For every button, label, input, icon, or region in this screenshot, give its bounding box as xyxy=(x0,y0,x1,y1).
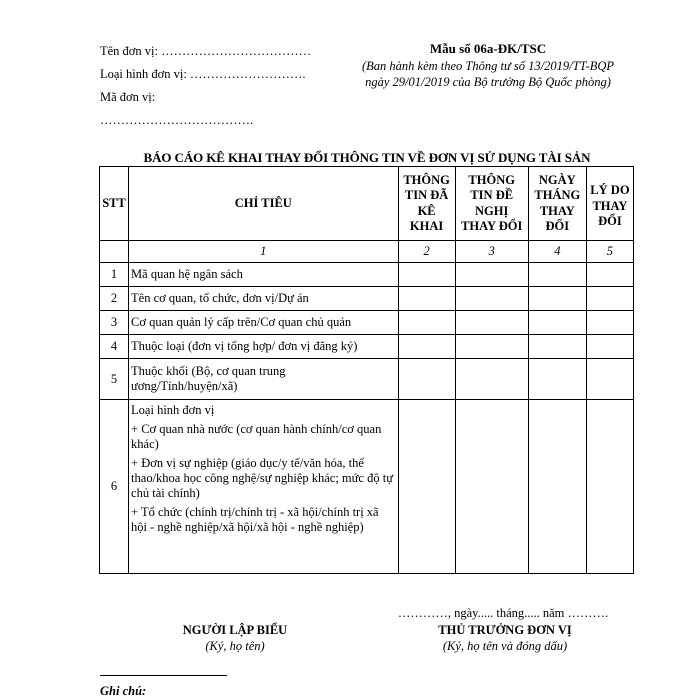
notes-label: Ghi chú: xyxy=(100,684,147,698)
cell-reason xyxy=(586,287,633,311)
table-row xyxy=(100,400,634,574)
row-criteria xyxy=(129,400,399,574)
row-criteria-line-1: Thuộc khối (Bộ, cơ quan trung xyxy=(131,364,286,378)
cell-date xyxy=(528,263,586,287)
cell-reason xyxy=(586,311,633,335)
table-row xyxy=(100,311,634,335)
head-title: THỦ TRƯỞNG ĐƠN VỊ xyxy=(438,623,572,637)
header-proposed-l1: THÔNG xyxy=(468,172,515,187)
header-proposed-l4: THAY ĐỔI xyxy=(461,219,523,233)
report-title: BÁO CÁO KÊ KHAI THAY ĐỔI THÔNG TIN VỀ ĐƠN VỊ SỬ DỤNG TÀI SẢN xyxy=(143,150,591,165)
preparer-signature-block xyxy=(160,622,310,654)
unit-code-line: Mã đơn vị: xyxy=(100,90,156,104)
unit-info-block xyxy=(100,40,360,132)
header-date-l3: THAY xyxy=(539,203,575,218)
form-code: Mẫu số 06a-ĐK/TSC xyxy=(429,41,547,56)
row-stt: 6 xyxy=(100,400,129,574)
row-criteria-line-2: ương/Tỉnh/huyện/xã) xyxy=(131,379,238,393)
header-reason-l3: ĐỔI xyxy=(598,214,622,228)
head-note: (Ký, họ tên và đóng dấu) xyxy=(442,639,568,653)
table-row xyxy=(100,359,634,400)
table-row xyxy=(100,287,634,311)
row-criteria: Tên cơ quan, tổ chức, đơn vị/Dự án xyxy=(129,287,399,311)
cell-date xyxy=(528,335,586,359)
cell-declared xyxy=(398,287,455,311)
header-declared-l2: TIN ĐÃ xyxy=(404,188,449,202)
header-reason xyxy=(586,167,633,241)
unit-type-line: Loại hình đơn vị: ………………………. xyxy=(100,67,306,81)
row-stt: 5 xyxy=(100,359,129,400)
cell-reason xyxy=(586,335,633,359)
header-date-l4: ĐỔI xyxy=(545,219,570,233)
cell-date xyxy=(528,400,586,574)
issued-by-line-2: ngày 29/01/2019 của Bộ trưởng Bộ Quốc phòng) xyxy=(365,75,611,89)
index-cell-empty xyxy=(100,241,129,263)
footnote-divider xyxy=(100,675,227,676)
unit-name-line: Tên đơn vị: ……………………………… xyxy=(100,44,312,58)
row-stt: 3 xyxy=(100,311,129,335)
header-stt: STT xyxy=(100,167,129,241)
cell-declared xyxy=(398,359,455,400)
cell-proposed xyxy=(455,311,528,335)
header-date-l1: NGÀY xyxy=(538,172,576,187)
row6-item-4: + Tổ chức (chính trị/chính trị - xã hội/chính trị xã hội - nghề nghiệp/xã hội/xã hội - nghề nghiệp) xyxy=(131,505,379,534)
header-declared-l1: THÔNG xyxy=(403,172,450,187)
row6-item-2: + Cơ quan nhà nước (cơ quan hành chính/cơ quan khác) xyxy=(131,422,382,451)
index-cell-4: 4 xyxy=(528,241,586,263)
header-date xyxy=(528,167,586,241)
form-info-block xyxy=(338,40,638,90)
preparer-note: (Ký, họ tên) xyxy=(205,639,265,653)
date-line: …………, ngày..... tháng..... năm ………. xyxy=(397,606,609,620)
issued-by-line-1: (Ban hành kèm theo Thông tư số 13/2019/TT-BQP xyxy=(361,59,615,73)
table-row xyxy=(100,335,634,359)
header-reason-l2: THAY xyxy=(592,198,628,213)
row6-item-1: Loại hình đơn vị xyxy=(131,403,215,417)
index-cell-1: 1 xyxy=(129,241,399,263)
index-cell-2: 2 xyxy=(398,241,455,263)
cell-reason xyxy=(586,263,633,287)
header-proposed-l3: NGHỊ xyxy=(475,203,509,218)
cell-date xyxy=(528,287,586,311)
table-row xyxy=(100,263,634,287)
header-proposed xyxy=(455,167,528,241)
cell-declared xyxy=(398,335,455,359)
unit-code-dots: ………………………………. xyxy=(100,113,254,127)
cell-declared xyxy=(398,311,455,335)
cell-proposed xyxy=(455,359,528,400)
header-criteria: CHỈ TIÊU xyxy=(129,167,399,241)
cell-proposed xyxy=(455,335,528,359)
table-header-row xyxy=(100,167,634,241)
header-reason-l1: LÝ DO xyxy=(590,183,630,197)
cell-declared xyxy=(398,400,455,574)
cell-proposed xyxy=(455,287,528,311)
row-criteria: Mã quan hệ ngân sách xyxy=(129,263,399,287)
head-signature-block xyxy=(380,622,630,654)
cell-date xyxy=(528,359,586,400)
row-stt: 4 xyxy=(100,335,129,359)
row6-item-3: + Đơn vị sự nghiệp (giáo dục/y tế/văn hóa, thể thao/khoa học công nghệ/sự nghiệp khác; mức độ tự chủ tài chính) xyxy=(131,456,393,500)
row-criteria xyxy=(129,359,399,400)
cell-reason xyxy=(586,359,633,400)
header-declared-l3: KÊ xyxy=(417,203,436,218)
cell-proposed xyxy=(455,400,528,574)
header-declared xyxy=(398,167,455,241)
row-stt: 1 xyxy=(100,263,129,287)
cell-reason xyxy=(586,400,633,574)
cell-declared xyxy=(398,263,455,287)
cell-proposed xyxy=(455,263,528,287)
table-index-row xyxy=(100,241,634,263)
cell-date xyxy=(528,311,586,335)
header-declared-l4: KHAI xyxy=(409,219,444,233)
index-cell-5: 5 xyxy=(586,241,633,263)
header-date-l2: THÁNG xyxy=(534,188,581,202)
row-stt: 2 xyxy=(100,287,129,311)
index-cell-3: 3 xyxy=(455,241,528,263)
row-criteria: Thuộc loại (đơn vị tổng hợp/ đơn vị đăng ký) xyxy=(129,335,399,359)
header-proposed-l2: TIN ĐỀ xyxy=(470,188,514,202)
declaration-table xyxy=(99,166,634,574)
preparer-title: NGƯỜI LẬP BIỂU xyxy=(182,623,288,637)
row-criteria: Cơ quan quản lý cấp trên/Cơ quan chủ quản xyxy=(129,311,399,335)
